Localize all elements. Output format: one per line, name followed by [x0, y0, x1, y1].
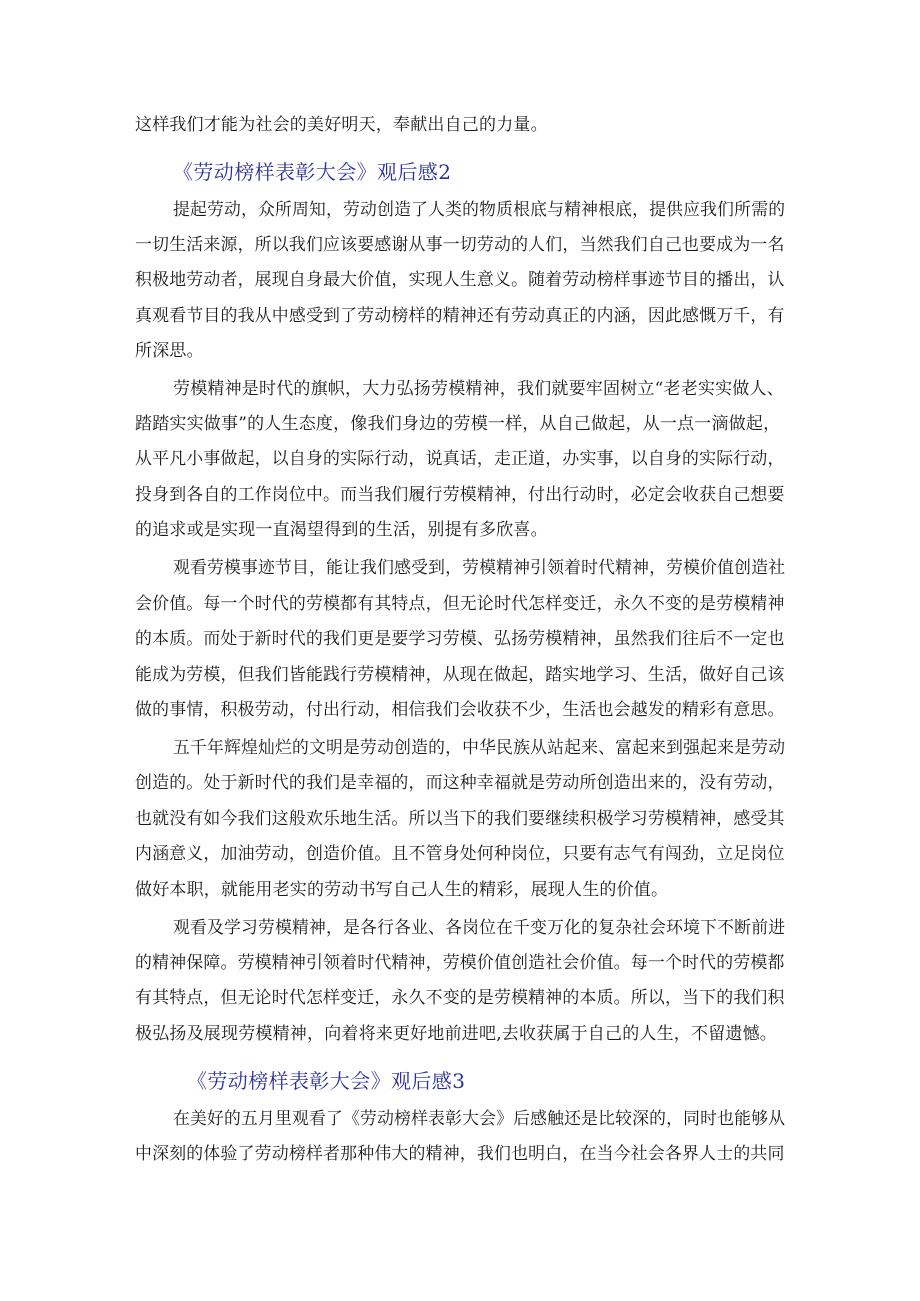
paragraph-line: 从平凡小事做起，以自身的实际行动，说真话，走正道，办实事，以自身的实际行动，: [135, 449, 785, 469]
section-heading-3: 《劳动榜样表彰大会》观后感3: [187, 1069, 466, 1093]
paragraph-line: 观看及学习劳模精神，是各行各业、各岗位在千变万化的复杂社会环境下不断前进: [173, 918, 786, 938]
paragraph-line: 所深思。: [135, 341, 204, 361]
paragraph-line: 一切生活来源，所以我们应该要感谢从事一切劳动的人们，当然我们自己也要成为一名: [135, 235, 785, 255]
paragraph-line: 劳模精神是时代的旗帜，大力弘扬劳模精神，我们就要牢固树立“老老实实做人、: [173, 379, 784, 399]
paragraph-line: 也就没有如今我们这般欢乐地生活。所以当下的我们要继续积极学习劳模精神，感受其: [135, 809, 785, 829]
paragraph-line: 做好本职，就能用老实的劳动书写自己人生的精彩，展现人生的价值。: [135, 880, 669, 900]
paragraph-line: 投身到各自的工作岗位中。而当我们履行劳模精神，付出行动时，必定会收获自己想要: [135, 485, 785, 505]
paragraph-line: 这样我们才能为社会的美好明天，奉献出自己的力量。: [135, 115, 548, 135]
paragraph-line: 的本质。而处于新时代的我们更是要学习劳模、弘扬劳模精神，虽然我们往后不一定也: [135, 629, 785, 649]
paragraph-line: 有其特点，但无论时代怎样变迁，永久不变的是劳模精神的本质。所以，当下的我们积: [135, 988, 785, 1008]
paragraph-line: 五千年辉煌灿烂的文明是劳动创造的，中华民族从站起来、富起来到强起来是劳动: [173, 738, 786, 758]
paragraph-line: 踏踏实实做事”的人生态度，像我们身边的劳模一样，从自己做起，从一点一滴做起，: [135, 414, 781, 434]
paragraph-line: 真观看节目的我从中感受到了劳动榜样的精神还有劳动真正的内涵，因此感慨万千，有: [135, 306, 785, 326]
paragraph-line: 的精神保障。劳模精神引领着时代精神，劳模价值创造社会价值。每一个时代的劳模都: [135, 953, 785, 973]
paragraph-line: 的追求或是实现一直渴望得到的生活，别提有多欣喜。: [135, 520, 548, 540]
paragraph-line: 积极地劳动者，展现自身最大价值，实现人生意义。随着劳动榜样事迹节目的播出，认: [135, 270, 785, 290]
paragraph-line: 做的事情，积极劳动，付出行动，相信我们会收获不少，生活也会越发的精彩有意思。: [135, 700, 785, 720]
paragraph-line: 能成为劳模，但我们皆能践行劳模精神，从现在做起，踏实地学习、生活，做好自己该: [135, 665, 785, 685]
paragraph-line: 中深刻的体验了劳动榜样者那种伟大的精神，我们也明白，在当今社会各界人士的共同: [135, 1144, 785, 1164]
paragraph-line: 会价值。每一个时代的劳模都有其特点，但无论时代怎样变迁，永久不变的是劳模精神: [135, 594, 785, 614]
paragraph-line: 观看劳模事迹节目，能让我们感受到，劳模精神引领着时代精神，劳模价值创造社: [173, 558, 786, 578]
section-heading-2: 《劳动榜样表彰大会》观后感2: [173, 160, 452, 184]
paragraph-line: 内涵意义，加油劳动，创造价值。且不管身处何种岗位，只要有志气有闯劲，立足岗位: [135, 844, 785, 864]
paragraph-line: 在美好的五月里观看了《劳动榜样表彰大会》后感触还是比较深的，同时也能够从: [173, 1109, 786, 1129]
paragraph-line: 极弘扬及展现劳模精神，向着将来更好地前进吧,去收获属于自己的人生，不留遗憾。: [135, 1024, 778, 1044]
paragraph-line: 创造的。处于新时代的我们是幸福的，而这种幸福就是劳动所创造出来的，没有劳动，: [135, 773, 785, 793]
paragraph-line: 提起劳动，众所周知，劳动创造了人类的物质根底与精神根底，提供应我们所需的: [173, 200, 786, 220]
